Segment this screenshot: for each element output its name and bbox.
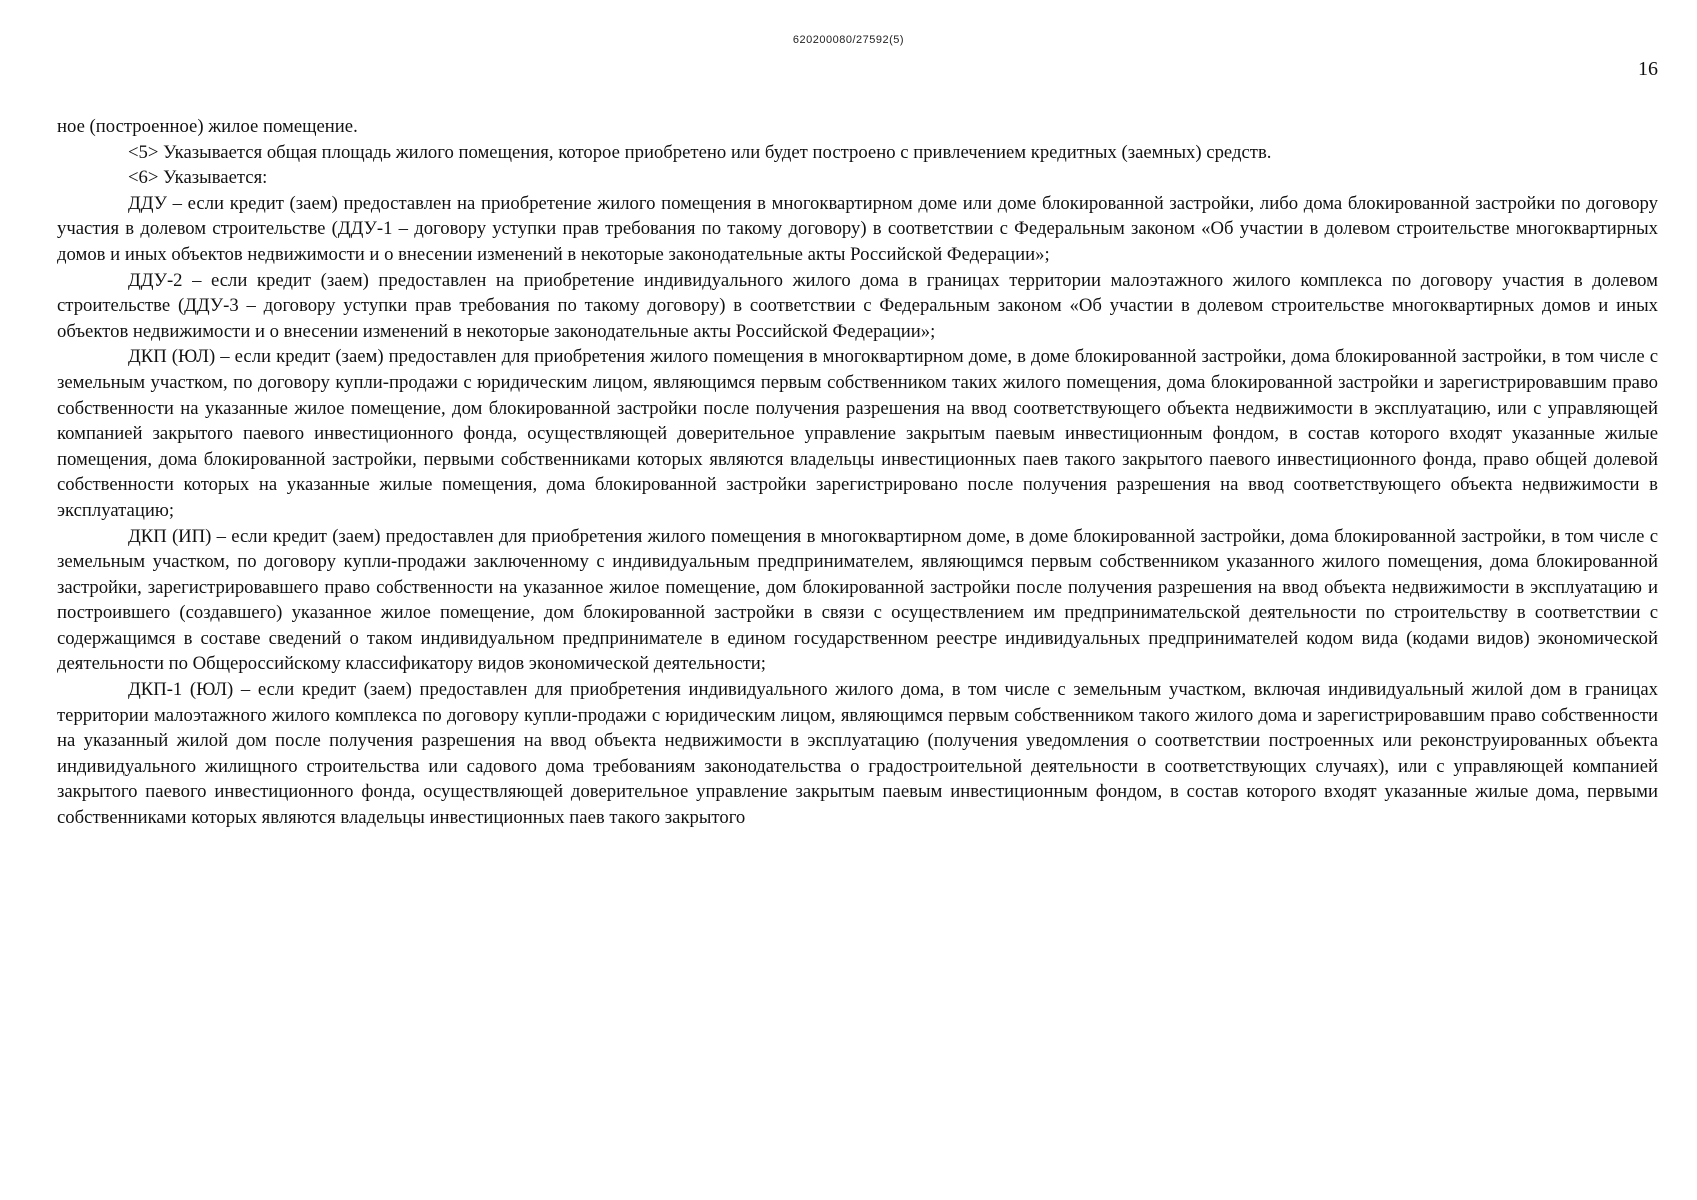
page-number: 16: [1638, 58, 1658, 80]
paragraph-note-6: <6> Указывается:: [128, 167, 268, 189]
document-id: 620200080/27592(5): [792, 34, 905, 46]
document-body: [57, 114, 1658, 831]
paragraph-note-5: <5> Указывается общая площадь жилого помещения, которое приобретено или будет построено с привлечением кредитных (заемных) средств.: [128, 141, 1272, 163]
paragraph-dkp-1-ul: ДКП-1 (ЮЛ) – если кредит (заем) предоставлен для приобретения индивидуального жилого дома, в том числе с земельным участком, включая индивидуальный жилой дом в границах территории малоэтажного жилого комплекса по договору купли-продажи с юридическим лицом, являющимся первым собственником такого жилого дома и зарегистрировавшим право собственности на указанный жилой дом после получения разрешения на ввод объекта недвижимости в эксплуатацию (получения уведомления о соответствии построенных или реконструированных объекта индивидуального жилищного строительства или садового дома требованиям законодательства о градостроительной деятельности в соответствующих случаях), или с управляющей компанией закрытого паевого инвестиционного фонда, осуществляющей доверительное управление закрытым паевым инвестиционным фондом, в состав которого входят указанные жилые дома, первыми собственниками которых являются владельцы инвестиционных паев такого закрытого: [57, 679, 1658, 829]
paragraph-ddu: ДДУ – если кредит (заем) предоставлен на приобретение жилого помещения в многоквартирном доме или доме блокированной застройки, либо дома блокированной застройки по договору участия в долевом строительстве (ДДУ-1 – договору уступки прав требования по такому договору) в соответствии с Федеральным законом «Об участии в долевом строительстве многоквартирных домов и иных объектов недвижимости и о внесении изменений в некоторые законодательные акты Российской Федерации»;: [57, 192, 1658, 265]
paragraph-ddu-2: ДДУ-2 – если кредит (заем) предоставлен на приобретение индивидуального жилого дома в границах территории малоэтажного жилого комплекса по договору участия в долевом строительстве (ДДУ-3 – договору уступки прав требования по такому договору) в соответствии с Федеральным законом «Об участии в долевом строительстве многоквартирных домов и иных объектов недвижимости и о внесении изменений в некоторые законодательные акты Российской Федерации»;: [57, 269, 1658, 342]
paragraph-dkp-ul: ДКП (ЮЛ) – если кредит (заем) предоставлен для приобретения жилого помещения в многоквартирном доме, в доме блокированной застройки, дома блокированной застройки, в том числе с земельным участком, по договору купли-продажи с юридическим лицом, являющимся первым собственником таких жилого помещения, дома блокированной застройки и зарегистрировавшим право собственности на указанные жилое помещение, дом блокированной застройки после получения разрешения на ввод соответствующего объекта недвижимости в эксплуатацию, или с управляющей компанией закрытого паевого инвестиционного фонда, осуществляющей доверительное управление закрытым паевым инвестиционным фондом, в состав которого входят указанные жилые помещения, дома блокированной застройки, первыми собственниками которых являются владельцы инвестиционных паев такого закрытого паевого инвестиционного фонда, право общей долевой собственности которых на указанные жилые помещения, дома блокированной застройки зарегистрировано после получения разрешения на ввод соответствующего объекта недвижимости в эксплуатацию;: [57, 346, 1658, 521]
paragraph-dkp-ip: ДКП (ИП) – если кредит (заем) предоставлен для приобретения жилого помещения в многоквартирном доме, в доме блокированной застройки, дома блокированной застройки, в том числе с земельным участком, по договору купли-продажи заключенному с индивидуальным предпринимателем, являющимся первым собственником указанного жилого помещения, дома блокированной застройки, зарегистрировавшего право собственности на указанное жилое помещение, дом блокированной застройки после получения разрешения на ввод объекта недвижимости в эксплуатацию и построившего (создавшего) указанное жилое помещение, дом блокированной застройки в связи с осуществлением им предпринимательской деятельности по строительству в соответствии с содержащимся в составе сведений о таком индивидуальном предпринимателе в едином государственном реестре индивидуальных предпринимателей кодом вида (кодами видов) экономической деятельности по Общероссийскому классификатору видов экономической деятельности;: [57, 525, 1658, 675]
paragraph-continuation: ное (построенное) жилое помещение.: [57, 116, 358, 137]
